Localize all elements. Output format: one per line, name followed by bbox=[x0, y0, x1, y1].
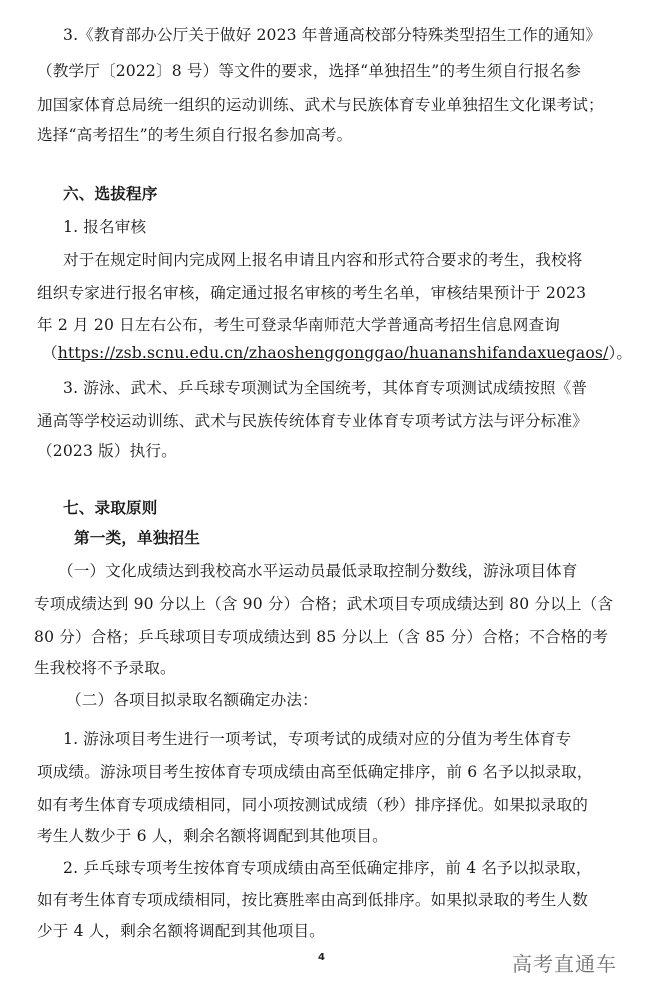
paragraph-line: （教学厅〔2022〕8 号）等文件的要求，选择“单独招生”的考生须自行报名参 bbox=[37, 62, 582, 80]
url-line bbox=[42, 343, 633, 363]
admission-info-link[interactable]: https://zsb.scnu.edu.cn/zhaoshenggonggao/huananshifandaxuegaos/ bbox=[57, 344, 609, 362]
section-heading-selection-procedure: 六、选拔程序 bbox=[63, 185, 158, 203]
paragraph-line: 对于在规定时间内完成网上报名申请且内容和形式符合要求的考生，我校将 bbox=[63, 251, 583, 269]
item-title-quota-method: （二）各项目拟录取名额确定办法： bbox=[66, 691, 318, 709]
paragraph-line: 考生人数少于 6 人，剩余名额将调配到其他项目。 bbox=[37, 827, 388, 845]
paragraph-line: 少于 4 人，剩余名额将调配到其他项目。 bbox=[37, 922, 325, 940]
item-title-registration-review: 1. 报名审核 bbox=[63, 218, 147, 236]
paragraph-line: 专项成绩达到 90 分以上（含 90 分）合格；武术项目专项成绩达到 80 分以上（含 bbox=[34, 595, 614, 613]
paragraph-line: 3.《教育部办公厅关于做好 2023 年普通高校部分特殊类型招生工作的通知》 bbox=[63, 26, 601, 44]
paragraph-line: 2. 乒乓球专项考生按体育专项成绩由高至低确定排序，前 4 名予以拟录取， bbox=[63, 859, 592, 877]
paragraph-line: 如有考生体育专项成绩相同，按比赛胜率由高到低排序。如果拟录取的考生人数 bbox=[37, 891, 589, 909]
paragraph-line: 选择“高考招生”的考生须自行报名参加高考。 bbox=[37, 126, 353, 144]
paragraph-line: 通高等学校运动训练、武术与民族传统体育专业体育专项考试方法与评分标准》 bbox=[37, 412, 589, 430]
paragraph-line: 加国家体育总局统一组织的运动训练、武术与民族体育专业单独招生文化课考试； bbox=[37, 96, 604, 114]
paragraph-line: 年 2 月 20 日左右公布，考生可登录华南师范大学普通高考招生信息网查询 bbox=[37, 316, 560, 334]
paragraph-line: 1. 游泳项目考生进行一项考试，专项考试的成绩对应的分值为考生体育专 bbox=[63, 730, 572, 748]
paragraph-line: 如有考生体育专项成绩相同，同小项按测试成绩（秒）排序择优。如果拟录取的 bbox=[37, 796, 589, 814]
url-open-paren: （ bbox=[42, 344, 58, 362]
paragraph-line: 项成绩。游泳项目考生按体育专项成绩由高至低确定排序，前 6 名予以拟录取， bbox=[37, 763, 593, 781]
paragraph-line: （2023 版）执行。 bbox=[37, 442, 177, 460]
url-close-paren: ）。 bbox=[608, 344, 633, 362]
paragraph-line: 组织专家进行报名审核，确定通过报名审核的考生名单，审核结果预计于 2023 bbox=[37, 284, 587, 302]
category-heading-independent-admission: 第一类，单独招生 bbox=[74, 529, 200, 547]
page-number: 4 bbox=[318, 952, 325, 963]
section-heading-admission-principles: 七、录取原则 bbox=[63, 499, 158, 517]
paragraph-line: 生我校将不予录取。 bbox=[34, 659, 176, 677]
watermark-logo-text: 高考直通车 bbox=[512, 952, 617, 976]
paragraph-line: 80 分）合格；乒乓球项目专项成绩达到 85 分以上（含 85 分）合格；不合格的考 bbox=[34, 628, 609, 646]
paragraph-line: （一）文化成绩达到我校高水平运动员最低录取控制分数线，游泳项目体育 bbox=[58, 562, 578, 580]
paragraph-line: 3. 游泳、武术、乒乓球专项测试为全国统考，其体育专项测试成绩按照《普 bbox=[63, 379, 588, 397]
